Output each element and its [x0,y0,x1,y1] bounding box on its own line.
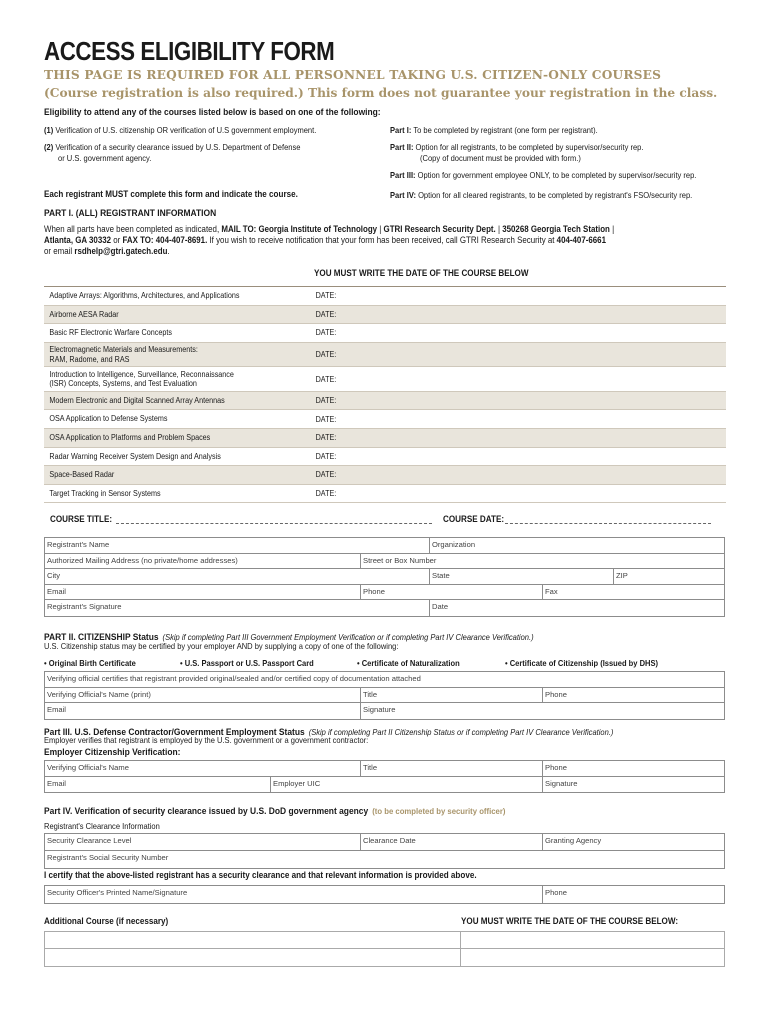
course-date-label[interactable]: DATE: [315,350,337,360]
course-name-line: Space-Based Radar [49,470,115,480]
additional-course-grid [44,931,725,967]
additional-date-field-2[interactable] [461,949,724,966]
criterion-2-text-a: Verification of a security clearance issued by U.S. Department of Defense [55,142,301,152]
mail-sep1: | [377,224,384,234]
course-row [44,429,726,448]
part3-official-name-field[interactable]: Verifying Official's Name [45,761,361,776]
course-row [44,448,726,467]
mailing-instructions [44,224,719,257]
course-date-label[interactable]: DATE: [315,291,337,301]
part3-signature-field[interactable]: Signature [545,778,578,788]
course-name-line: OSA Application to Platforms and Problem Spaces [49,433,211,443]
part2-heading: PART II. CITIZENSHIP Status [44,631,159,642]
part3-info [390,170,696,180]
part3-row-2 [45,777,724,793]
additional-row-1 [45,932,724,949]
doc-birth-certificate: • Original Birth Certificate [44,658,136,668]
clearance-info-label: Registrant's Clearance Information [44,821,160,831]
eligibility-heading: Eligibility to attend any of the courses listed below is based on one of the following: [44,106,381,117]
part3-row-1 [45,761,724,777]
course-name-line: Electromagnetic Materials and Measurements: [49,345,198,355]
part2-line: U.S. Citizenship status may be certified by your employer AND by supplying a copy of one of the following: [44,641,399,651]
clearance-level-field[interactable]: Security Clearance Level [45,834,361,850]
additional-course-field-1[interactable] [45,932,461,948]
course-name-line: Introduction to Intelligence, Surveillance, Reconnaissance [49,369,234,379]
part3-note: (Skip if completing Part II Citizenship Status or if completing Part IV Clearance Verification.) [308,727,614,737]
course-name-line: Modern Electronic and Digital Scanned Array Antennas [49,395,225,405]
course-row [44,367,726,392]
part2-info [390,142,643,152]
course-name-line: Airborne AESA Radar [49,309,119,319]
additional-row-2 [45,949,724,966]
part4-info-label: Part IV: [390,190,416,200]
part2-email-field[interactable]: Email [45,703,361,719]
part3-heading: Part III. U.S. Defense Contractor/Government Employment Status [44,726,305,737]
registrant-row-3 [45,569,724,585]
mail-or2: or email [44,246,75,256]
date-notice: YOU MUST WRITE THE DATE OF THE COURSE BELOW [314,268,529,278]
part4-row-1 [45,834,724,851]
course-row [44,343,726,368]
part2-title-field[interactable]: Title [361,688,543,703]
must-complete-note: Each registrant MUST complete this form and indicate the course. [44,189,298,199]
mail-phone: 404-407-6661 [556,235,606,245]
course-name [44,414,285,424]
course-date-field[interactable] [505,514,711,524]
course-name [44,433,285,443]
zip-field[interactable]: ZIP [616,571,628,581]
additional-course-label: Additional Course (if necessary) [44,916,169,926]
verification-certifies-field[interactable]: Verifying official certifies that registrant provided original/sealed and/or certified copy of documentation attached [47,674,421,683]
part2-row-1 [45,672,724,688]
part2-phone-field[interactable]: Phone [545,689,567,699]
part4-note: (to be completed by security officer) [372,806,506,816]
criterion-2-num: (2) [44,142,54,152]
mail-sep2: | [495,224,503,234]
course-name [44,370,285,389]
course-name-line: Basic RF Electronic Warfare Concepts [49,328,172,338]
course-name-line: OSA Application to Defense Systems [49,414,168,424]
part3-info-text: Option for government employee ONLY, to be completed by supervisor/security rep. [417,170,697,180]
registrant-row-1 [45,538,724,554]
part2-info-text-a: Option for all registrants, to be completed by supervisor/security rep. [415,142,644,152]
course-title-label: COURSE TITLE: [50,514,113,524]
criterion-1 [44,125,316,135]
course-date-label[interactable]: DATE: [315,470,337,480]
phone-field[interactable]: Phone [361,585,543,600]
part2-signature-field[interactable]: Signature [363,705,396,715]
course-date-label[interactable]: DATE: [315,396,337,406]
officer-row [45,886,724,903]
criterion-1-text: Verification of U.S. citizenship OR verification of U.S government employment. [55,125,317,135]
criterion-1-num: (1) [44,125,54,135]
part1-info-label: Part I: [390,125,412,135]
mail-email-link[interactable]: rsdhelp@gtri.gatech.edu [74,246,168,256]
part2-row-3 [45,703,724,719]
mail-to: MAIL TO: Georgia Institute of Technology [221,224,378,234]
page-title: ACCESS ELIGIBILITY FORM [44,36,335,66]
registrant-info-grid [44,537,725,617]
subtitle-required: THIS PAGE IS REQUIRED FOR ALL PERSONNEL TAKING U.S. CITIZEN-ONLY COURSES [44,68,662,82]
part3-line: Employer verifies that registrant is employed by the U.S. government or a government contractor: [44,735,369,745]
officer-grid [44,885,725,904]
part4-heading: Part IV. Verification of security clearance issued by U.S. DoD government agency [44,805,369,816]
ssn-field[interactable]: Registrant's Social Security Number [47,853,169,862]
additional-date-field-1[interactable] [461,932,724,948]
course-name-line: (ISR) Concepts, Systems, and Test Evaluation [49,379,197,389]
part4-info-text: Option for all cleared registrants, to be completed by registrant's FSO/security rep. [418,190,693,200]
state-field[interactable]: State [430,569,614,584]
street-field[interactable]: Street or Box Number [363,555,437,565]
registrant-name-field[interactable]: Registrant's Name [45,538,430,553]
additional-date-notice: YOU MUST WRITE THE DATE OF THE COURSE BELOW: [461,916,679,926]
organization-field[interactable]: Organization [432,540,476,549]
course-date-label[interactable]: DATE: [315,328,337,338]
registrant-row-4 [45,585,724,601]
course-date-label[interactable]: DATE: [315,309,337,319]
part2-official-name-field[interactable]: Verifying Official's Name (print) [45,688,361,703]
criterion-2-text-b: or U.S. government agency. [58,153,152,163]
course-name [44,310,285,320]
part1-info-text: To be completed by registrant (one form per registrant). [413,125,598,135]
mailing-address-field[interactable]: Authorized Mailing Address (no private/home addresses) [45,554,361,569]
part3-info-label: Part III: [390,170,416,180]
mail-or1: or [111,235,123,245]
course-date-label[interactable]: DATE: [315,433,337,443]
certify-statement: I certify that the above-listed registrant has a security clearance and that relevant information is provided above. [44,870,477,880]
mail-dept: GTRI Research Security Dept. [383,224,496,234]
mail-sep3: | [609,224,615,234]
course-row [44,485,726,504]
course-name-line: Adaptive Arrays: Algorithms, Architectures, and Applications [49,291,240,301]
part3-title-field[interactable]: Title [361,761,543,776]
doc-citizenship: • Certificate of Citizenship (Issued by DHS) [505,658,658,668]
course-date-label: COURSE DATE: [443,514,505,524]
course-table [44,286,726,503]
granting-agency-field[interactable]: Granting Agency [545,836,602,845]
course-name [44,452,285,462]
part4-info [390,190,692,200]
registrant-signature-field[interactable]: Registrant's Signature [45,600,430,616]
employer-uic-field[interactable]: Employer UIC [271,777,543,793]
doc-passport: • U.S. Passport or U.S. Passport Card [180,658,314,668]
part4-grid [44,833,725,869]
doc-naturalization: • Certificate of Naturalization [357,658,460,668]
course-name [44,396,285,406]
course-name-line: Target Tracking in Sensor Systems [49,488,161,498]
additional-course-field-2[interactable] [45,949,461,966]
part3-email-field[interactable]: Email [45,777,271,793]
course-row [44,287,726,306]
course-row [44,324,726,343]
date-field[interactable]: Date [432,602,449,612]
mail-station: 350268 Georgia Tech Station [502,224,610,234]
mail-notify: If you wish to receive notification that your form has been received, call GTRI Research Security at [207,235,557,245]
part2-note: (Skip if completing Part III Government Employment Verification or if completing Part IV Clearance Verification.) [162,632,534,642]
clearance-date-field[interactable]: Clearance Date [361,834,543,850]
part1-heading: PART I. (ALL) REGISTRANT INFORMATION [44,207,217,218]
mail-city: Atlanta, GA 30332 [44,235,112,245]
course-title-field[interactable] [116,514,432,524]
part3-sub: Employer Citizenship Verification: [44,746,181,757]
part3-phone-field[interactable]: Phone [545,763,567,772]
city-field[interactable]: City [45,569,430,584]
course-name-line: Radar Warning Receiver System Design and Analysis [49,451,221,461]
part1-info [390,125,598,135]
mail-fax: FAX TO: 404-407-8691. [122,235,208,245]
course-name [44,345,285,364]
course-name [44,328,285,338]
fax-field[interactable]: Fax [545,586,558,596]
course-row [44,392,726,411]
part2-grid [44,671,725,720]
mail-intro: When all parts have been completed as indicated, [44,224,222,234]
part3-grid [44,760,725,793]
officer-phone-field[interactable]: Phone [545,888,567,897]
course-row [44,466,726,485]
registrant-row-2 [45,554,724,570]
course-date-label[interactable]: DATE: [315,374,337,384]
part2-info-label: Part II: [390,142,414,152]
part4-row-2 [45,851,724,868]
course-date-label[interactable]: DATE: [315,489,337,499]
course-name [44,291,285,301]
mail-end: . [167,246,170,256]
subtitle-registration: (Course registration is also required.) This form does not guarantee your registration in the class. [44,86,718,100]
course-date-label[interactable]: DATE: [315,414,337,424]
course-name-line: RAM, Radome, and RAS [49,354,130,364]
course-name [44,470,285,480]
security-officer-field[interactable]: Security Officer's Printed Name/Signature [45,886,543,903]
registrant-row-5 [45,600,724,616]
course-name [44,489,285,499]
course-row [44,306,726,325]
email-field[interactable]: Email [45,585,361,600]
course-date-label[interactable]: DATE: [315,451,337,461]
part4-heading-line [44,801,505,819]
criterion-2 [44,142,300,152]
course-row [44,410,726,429]
part2-info-text-b: (Copy of document must be provided with form.) [420,153,581,163]
part2-row-2 [45,688,724,704]
